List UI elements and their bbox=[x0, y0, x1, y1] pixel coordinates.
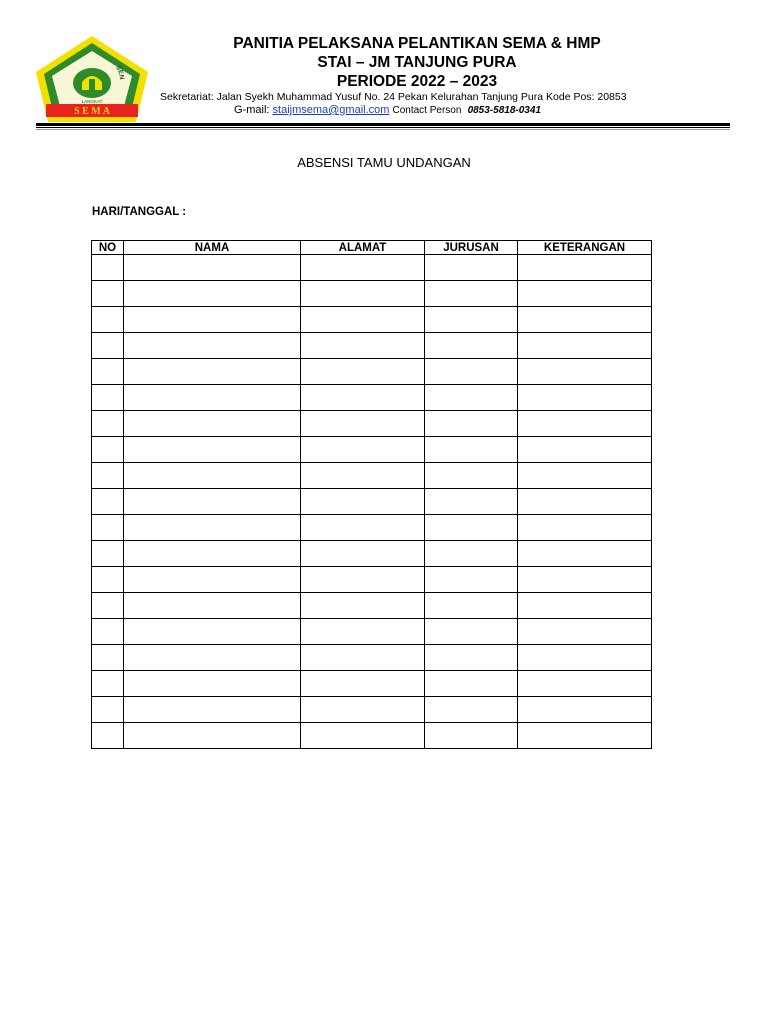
cell-alamat bbox=[301, 645, 425, 671]
document-title: ABSENSI TAMU UNDANGAN bbox=[297, 155, 471, 170]
cell-keterangan bbox=[518, 697, 652, 723]
cell-jurusan bbox=[425, 333, 518, 359]
table-row bbox=[92, 723, 652, 749]
attendance-table-body bbox=[92, 255, 652, 749]
cell-no bbox=[92, 437, 124, 463]
header-line-2: STAI – JM TANJUNG PURA bbox=[317, 54, 517, 71]
cell-no bbox=[92, 515, 124, 541]
cell-jurusan bbox=[425, 463, 518, 489]
header-rule-shadow bbox=[36, 129, 730, 130]
cell-nama bbox=[124, 307, 301, 333]
cell-no bbox=[92, 541, 124, 567]
cell-nama bbox=[124, 645, 301, 671]
table-row bbox=[92, 255, 652, 281]
table-row bbox=[92, 437, 652, 463]
cell-keterangan bbox=[518, 411, 652, 437]
cell-alamat bbox=[301, 489, 425, 515]
table-row bbox=[92, 567, 652, 593]
cell-no bbox=[92, 619, 124, 645]
cell-nama bbox=[124, 541, 301, 567]
table-row bbox=[92, 281, 652, 307]
cell-alamat bbox=[301, 671, 425, 697]
sema-logo-emblem bbox=[34, 34, 150, 124]
cell-alamat bbox=[301, 567, 425, 593]
cell-keterangan bbox=[518, 541, 652, 567]
cell-alamat bbox=[301, 593, 425, 619]
header-address: Sekretariat: Jalan Syekh Muhammad Yusuf No. 24 Pekan Kelurahan Tanjung Pura Kode Pos: 20853 bbox=[160, 91, 627, 103]
logo-small-text: LANGKAT bbox=[81, 99, 103, 104]
cell-no bbox=[92, 281, 124, 307]
table-row bbox=[92, 333, 652, 359]
table-row bbox=[92, 697, 652, 723]
table-row bbox=[92, 671, 652, 697]
contact-phone: 0853-5818-0341 bbox=[467, 105, 541, 116]
cell-alamat bbox=[301, 281, 425, 307]
column-header-nama: NAMA bbox=[124, 241, 301, 255]
cell-jurusan bbox=[425, 645, 518, 671]
cell-keterangan bbox=[518, 567, 652, 593]
cell-nama bbox=[124, 671, 301, 697]
cell-nama bbox=[124, 411, 301, 437]
cell-no bbox=[92, 671, 124, 697]
logo-arc-text: SEN bbox=[114, 64, 126, 80]
sema-logo bbox=[34, 34, 150, 124]
cell-alamat bbox=[301, 697, 425, 723]
email-link[interactable]: staijmsema@gmail.com bbox=[272, 104, 390, 116]
cell-no bbox=[92, 333, 124, 359]
cell-keterangan bbox=[518, 593, 652, 619]
cell-no bbox=[92, 697, 124, 723]
cell-keterangan bbox=[518, 723, 652, 749]
header-line-3: PERIODE 2022 – 2023 bbox=[336, 73, 498, 90]
cell-alamat bbox=[301, 619, 425, 645]
cell-jurusan bbox=[425, 697, 518, 723]
cell-nama bbox=[124, 489, 301, 515]
cell-no bbox=[92, 593, 124, 619]
email-label: G-mail: bbox=[234, 104, 270, 116]
cell-no bbox=[92, 463, 124, 489]
cell-jurusan bbox=[425, 723, 518, 749]
cell-nama bbox=[124, 567, 301, 593]
column-header-no: NO bbox=[92, 241, 124, 255]
column-header-alamat: ALAMAT bbox=[301, 241, 425, 255]
cell-jurusan bbox=[425, 437, 518, 463]
cell-keterangan bbox=[518, 489, 652, 515]
cell-alamat bbox=[301, 411, 425, 437]
cell-keterangan bbox=[518, 619, 652, 645]
cell-alamat bbox=[301, 333, 425, 359]
logo-banner-text: S E M A bbox=[74, 106, 110, 117]
cell-keterangan bbox=[518, 437, 652, 463]
cell-no bbox=[92, 489, 124, 515]
cell-no bbox=[92, 385, 124, 411]
table-row bbox=[92, 515, 652, 541]
cell-jurusan bbox=[425, 541, 518, 567]
cell-jurusan bbox=[425, 385, 518, 411]
cell-keterangan bbox=[518, 333, 652, 359]
table-row bbox=[92, 411, 652, 437]
column-header-jurusan: JURUSAN bbox=[425, 241, 518, 255]
cell-alamat bbox=[301, 385, 425, 411]
cell-keterangan bbox=[518, 515, 652, 541]
cell-keterangan bbox=[518, 359, 652, 385]
table-header-row bbox=[92, 241, 652, 255]
column-header-keterangan: KETERANGAN bbox=[518, 241, 652, 255]
cell-nama bbox=[124, 463, 301, 489]
cell-no bbox=[92, 723, 124, 749]
table-row bbox=[92, 463, 652, 489]
cell-nama bbox=[124, 515, 301, 541]
cell-jurusan bbox=[425, 359, 518, 385]
cell-nama bbox=[124, 333, 301, 359]
cell-keterangan bbox=[518, 645, 652, 671]
cell-alamat bbox=[301, 723, 425, 749]
cell-keterangan bbox=[518, 385, 652, 411]
table-row bbox=[92, 645, 652, 671]
cell-alamat bbox=[301, 541, 425, 567]
contact-label: Contact Person bbox=[392, 105, 462, 116]
cell-nama bbox=[124, 359, 301, 385]
header-line-1: PANITIA PELAKSANA PELANTIKAN SEMA & HMP bbox=[233, 35, 601, 52]
cell-alamat bbox=[301, 307, 425, 333]
header-rule-thick bbox=[36, 123, 730, 126]
cell-keterangan bbox=[518, 281, 652, 307]
cell-nama bbox=[124, 437, 301, 463]
header-contact bbox=[234, 104, 541, 116]
cell-jurusan bbox=[425, 567, 518, 593]
cell-alamat bbox=[301, 463, 425, 489]
cell-jurusan bbox=[425, 281, 518, 307]
header-rule-thin bbox=[36, 127, 730, 128]
cell-jurusan bbox=[425, 593, 518, 619]
cell-no bbox=[92, 567, 124, 593]
cell-nama bbox=[124, 723, 301, 749]
cell-keterangan bbox=[518, 463, 652, 489]
table-row bbox=[92, 619, 652, 645]
table-row bbox=[92, 359, 652, 385]
cell-no bbox=[92, 645, 124, 671]
cell-nama bbox=[124, 619, 301, 645]
cell-jurusan bbox=[425, 411, 518, 437]
attendance-table bbox=[91, 240, 652, 749]
cell-jurusan bbox=[425, 515, 518, 541]
cell-keterangan bbox=[518, 255, 652, 281]
cell-keterangan bbox=[518, 307, 652, 333]
cell-alamat bbox=[301, 437, 425, 463]
cell-no bbox=[92, 359, 124, 385]
cell-alamat bbox=[301, 255, 425, 281]
cell-nama bbox=[124, 385, 301, 411]
table-row bbox=[92, 307, 652, 333]
cell-jurusan bbox=[425, 619, 518, 645]
table-row bbox=[92, 489, 652, 515]
date-label: HARI/TANGGAL : bbox=[92, 206, 187, 218]
cell-no bbox=[92, 255, 124, 281]
cell-jurusan bbox=[425, 489, 518, 515]
table-row bbox=[92, 385, 652, 411]
cell-alamat bbox=[301, 359, 425, 385]
cell-no bbox=[92, 411, 124, 437]
cell-nama bbox=[124, 697, 301, 723]
cell-nama bbox=[124, 281, 301, 307]
cell-jurusan bbox=[425, 255, 518, 281]
cell-alamat bbox=[301, 515, 425, 541]
cell-keterangan bbox=[518, 671, 652, 697]
cell-nama bbox=[124, 593, 301, 619]
cell-jurusan bbox=[425, 307, 518, 333]
cell-no bbox=[92, 307, 124, 333]
table-row bbox=[92, 593, 652, 619]
table-row bbox=[92, 541, 652, 567]
cell-nama bbox=[124, 255, 301, 281]
cell-jurusan bbox=[425, 671, 518, 697]
